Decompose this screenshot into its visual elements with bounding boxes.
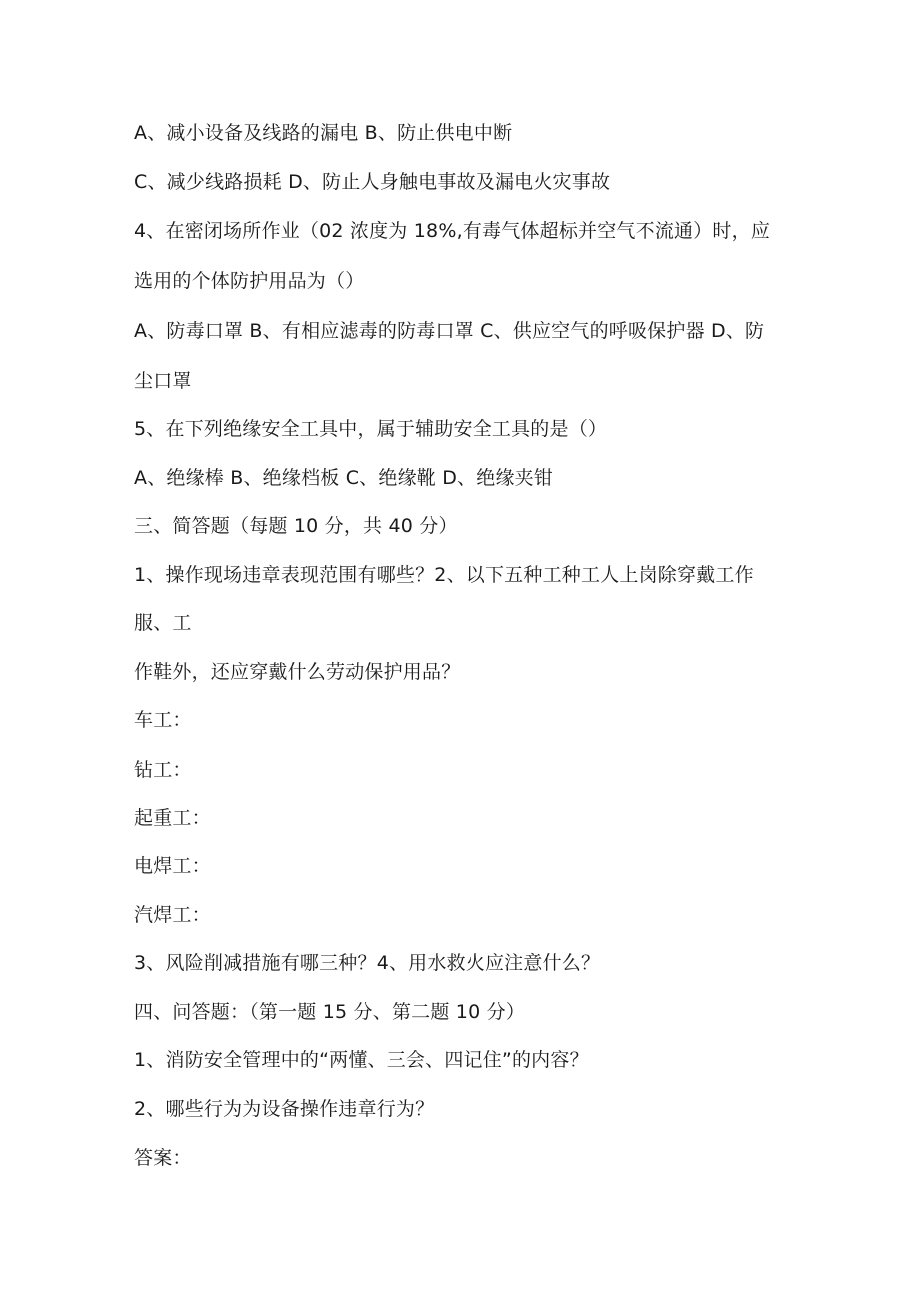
- option-line-q4-line-1: A、防毒口罩 B、有相应滤毒的防毒口罩 C、供应空气的呼吸保护器 D、防: [134, 320, 765, 342]
- question-4-line-2: 选用的个体防护用品为（）: [134, 270, 365, 292]
- question-5: 5、在下列绝缘安全工具中，属于辅助安全工具的是（）: [134, 418, 608, 440]
- short-answer-q2-line-3: 作鞋外，还应穿戴什么劳动保护用品？: [134, 661, 461, 683]
- option-line-q4-line-2: 尘口罩: [134, 370, 192, 392]
- worker-type-crane: 起重工：: [134, 807, 211, 829]
- question-4-line-1: 4、在密闭场所作业（02 浓度为 18%,有毒气体超标并空气不流通）时，应: [134, 220, 771, 242]
- section-heading-essay: 四、问答题：（第一题 15 分、第二题 10 分）: [134, 1001, 526, 1023]
- worker-type-lathe: 车工：: [134, 709, 192, 731]
- short-answer-q3-q4: 3、风险削减措施有哪三种？4、用水救火应注意什么？: [134, 952, 601, 974]
- option-line-q3-ab: A、减小设备及线路的漏电 B、防止供电中断: [134, 122, 513, 144]
- short-answer-q1-q2-line-1: 1、操作现场违章表现范围有哪些？2、以下五种工种工人上岗除穿戴工作: [134, 564, 754, 586]
- answers-heading: 答案：: [134, 1147, 192, 1169]
- option-line-q3-cd: C、减少线路损耗 D、防止人身触电事故及漏电火灾事故: [134, 171, 611, 193]
- short-answer-q1-q2-line-2: 服、工: [134, 612, 192, 634]
- worker-type-gas-welder: 汽焊工：: [134, 904, 211, 926]
- essay-question-2: 2、哪些行为为设备操作违章行为？: [134, 1098, 435, 1120]
- section-heading-short-answer: 三、简答题（每题 10 分，共 40 分）: [134, 515, 458, 537]
- worker-type-drill: 钻工：: [134, 759, 192, 781]
- essay-question-1: 1、消防安全管理中的“两懂、三会、四记住”的内容？: [134, 1049, 589, 1071]
- option-line-q5: A、绝缘棒 B、绝缘档板 C、绝缘靴 D、绝缘夹钳: [134, 467, 554, 489]
- worker-type-electric-welder: 电焊工：: [134, 855, 211, 877]
